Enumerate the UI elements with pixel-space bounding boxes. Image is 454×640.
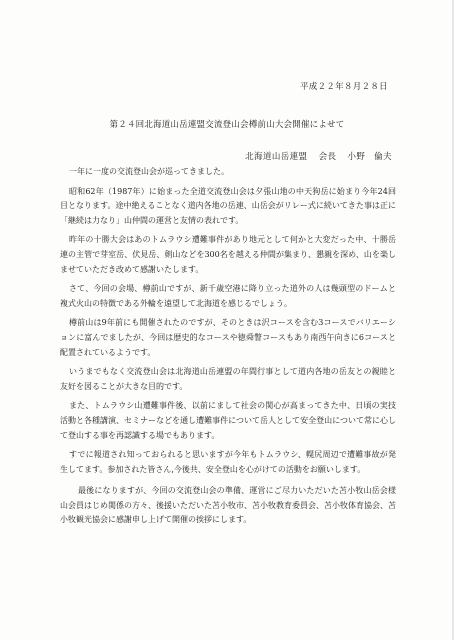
document-date: 平成２２年８月２８日 bbox=[299, 82, 388, 92]
author-organization: 北海道山岳連盟 bbox=[245, 152, 308, 162]
paragraph: さて、今回の会場、樽前山ですが、新千歳空港に降り立った道外の人は幾頭型のドームと複式火山の特徴である外輪を遠望して北海道を感じるでしょう。 bbox=[60, 284, 396, 308]
paragraph: 樽前山は9年前にも開催されたのですが、そのときは沢コースを含む3コースでバリエーションに富んでましたが、今回は歴史的なコースや徳舜瞥コースもあり南西午向きに6コースと配置されているようです。 bbox=[60, 318, 396, 357]
paragraph: すでに報道され知っておられると思いますが今年もトムラウシ、幌尻周辺で遭難事故が発生してます。参加された皆さん,今後共、安全登山を心がけての活動をお願いします。 bbox=[60, 450, 396, 474]
paragraph: 最後になりますが、今回の交流登山会の準備、運営にご尽力いただいた苫小牧山岳会様山会員はじめ関係の方々、後援いただいた苫小牧市、苫小牧教育委員会、苫小牧体育協会、苫小牧観光協会に感謝申し上げて開催の挨拶にします。 bbox=[60, 486, 396, 525]
paragraph: 昭和62年（1987年）に始まった全道交流登山会は夕張山地の中天狗岳に始まり今年24回目となります。途中絶えることなく道内各地の岳連、山岳会がリレー式に続いてきた事は正に「継続は力なり」山仲間の運営と友情の表れです。 bbox=[60, 186, 396, 225]
paragraph: 一年に一度の交流登山会が巡ってきました。 bbox=[69, 167, 229, 176]
author-name: 小野 倫夫 bbox=[347, 152, 392, 162]
paragraph: また、トムラウシ山遭難事件後、以前にまして社会の関心が高まってきた中、日頃の実技活動と各種講演、セミナーなどを通し遭難事件について岳人として安全登山について常に心して登山する事を再認識する場でもあります。 bbox=[60, 401, 396, 440]
paragraph: いうまでもなく交流登山会は北海道山岳連盟の年間行事として道内各地の岳友との親睦と友好を図ることが大きな目的です。 bbox=[60, 367, 396, 391]
paragraph: 昨年の十勝大会はあのトムラウシ遭難事件があり地元として何かと大変だった中、十勝岳連の主管で芽室岳、伏見岳、剣山などを300名を越える仲間が集まり、懇親を深め、山を楽しませていただき改めて感謝いたします。 bbox=[60, 235, 396, 274]
author-role: 会長 bbox=[318, 152, 337, 162]
document-title: 第２４回北海道山岳連盟交流登山会樽前山大会開催によせて bbox=[109, 120, 345, 130]
author-line bbox=[237, 150, 392, 162]
document-body bbox=[60, 165, 396, 533]
